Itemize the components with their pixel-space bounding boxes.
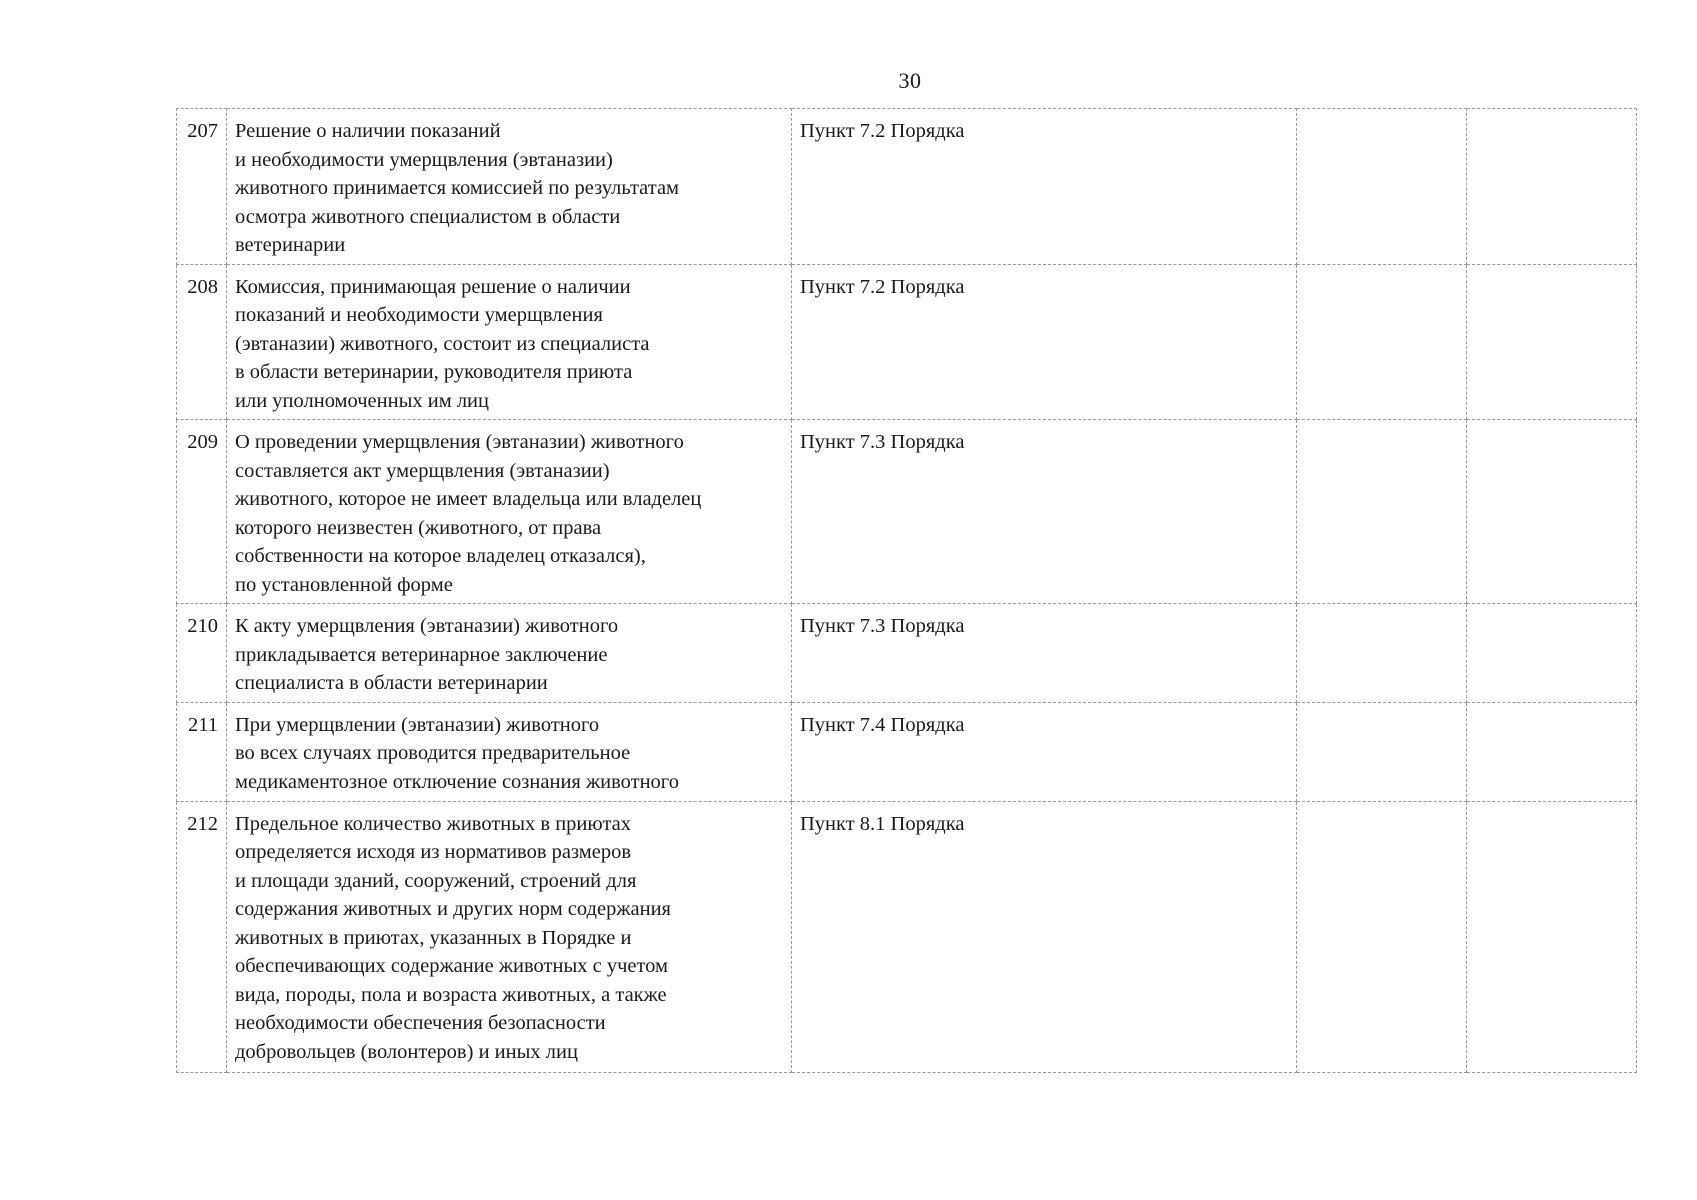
requirement-line: животного, которое не имеет владельца или владелец — [235, 488, 702, 510]
requirement-line: осмотра животного специалистом в области — [235, 205, 621, 228]
requirement-text — [227, 109, 792, 265]
requirement-text — [227, 264, 792, 420]
requirement-line: или уполномоченных им лиц — [235, 389, 489, 412]
row-number: 210 — [177, 604, 227, 703]
reference-text: Пункт 7.3 Порядка — [792, 604, 1297, 703]
requirement-text — [227, 702, 792, 801]
empty-cell — [1467, 702, 1637, 801]
reference-text: Пункт 7.4 Порядка — [792, 702, 1297, 801]
table-row — [177, 420, 1637, 604]
empty-cell — [1467, 420, 1637, 604]
requirement-line: Комиссия, принимающая решение о наличии — [235, 275, 631, 298]
empty-cell — [1467, 109, 1637, 265]
table-row — [177, 604, 1637, 703]
requirement-line: При умерщвлении (эвтаназии) животного — [235, 713, 600, 736]
requirement-line: необходимости обеспечения безопасности — [235, 1012, 606, 1034]
requirement-line: вида, породы, пола и возраста животных, а также — [235, 983, 667, 1006]
empty-cell — [1467, 801, 1637, 1072]
empty-cell — [1297, 420, 1467, 604]
requirement-line: Решение о наличии показаний — [235, 120, 501, 142]
requirement-line: прикладывается ветеринарное заключение — [235, 643, 608, 666]
row-number: 212 — [177, 801, 227, 1072]
requirement-line: содержания животных и других норм содержания — [235, 898, 671, 920]
requirement-line: и площади зданий, сооружений, строений для — [235, 869, 637, 892]
page-number: 30 — [898, 68, 922, 93]
requirement-text — [227, 604, 792, 703]
requirement-line: показаний и необходимости умерщвления — [235, 304, 603, 326]
requirement-text — [227, 801, 792, 1072]
requirement-line: по установленной форме — [235, 573, 453, 596]
requirement-line: и необходимости умерщвления (эвтаназии) — [235, 148, 613, 171]
empty-cell — [1297, 604, 1467, 703]
requirement-line: ветеринарии — [235, 234, 346, 256]
requirement-line: которого неизвестен (животного, от права — [235, 516, 602, 539]
requirement-line: специалиста в области ветеринарии — [235, 672, 548, 694]
row-number: 207 — [177, 109, 227, 265]
requirement-line: Предельное количество животных в приютах — [235, 812, 632, 835]
requirement-line: составляется акт умерщвления (эвтаназии) — [235, 459, 610, 482]
table-row — [177, 264, 1637, 420]
requirement-text — [227, 420, 792, 604]
row-number: 208 — [177, 264, 227, 420]
requirement-line: обеспечивающих содержание животных с учетом — [235, 955, 669, 977]
table-row — [177, 801, 1637, 1072]
empty-cell — [1297, 702, 1467, 801]
table-row — [177, 702, 1637, 801]
empty-cell — [1297, 109, 1467, 265]
empty-cell — [1467, 264, 1637, 420]
requirement-line: добровольцев (волонтеров) и иных лиц — [235, 1040, 578, 1063]
row-number: 211 — [177, 702, 227, 801]
requirement-line: (эвтаназии) животного, состоит из специалиста — [235, 332, 650, 355]
empty-cell — [1467, 604, 1637, 703]
requirement-line: медикаментозное отключение сознания животного — [235, 770, 679, 793]
reference-text: Пункт 8.1 Порядка — [792, 801, 1297, 1072]
reference-text: Пункт 7.2 Порядка — [792, 109, 1297, 265]
requirement-line: в области ветеринарии, руководителя приюта — [235, 361, 633, 383]
empty-cell — [1297, 801, 1467, 1072]
requirement-line: животных в приютах, указанных в Порядке и — [235, 926, 632, 949]
reference-text: Пункт 7.2 Порядка — [792, 264, 1297, 420]
requirements-table — [176, 108, 1637, 1073]
reference-text: Пункт 7.3 Порядка — [792, 420, 1297, 604]
requirement-line: определяется исходя из нормативов размеров — [235, 841, 632, 863]
empty-cell — [1297, 264, 1467, 420]
table-row — [177, 109, 1637, 265]
requirement-line: во всех случаях проводится предварительное — [235, 742, 631, 764]
requirement-line: собственности на которое владелец отказался), — [235, 545, 646, 567]
requirement-line: К акту умерщвления (эвтаназии) животного — [235, 615, 619, 637]
requirement-line: О проведении умерщвления (эвтаназии) животного — [235, 431, 684, 453]
row-number: 209 — [177, 420, 227, 604]
requirement-line: животного принимается комиссией по результатам — [235, 177, 680, 199]
